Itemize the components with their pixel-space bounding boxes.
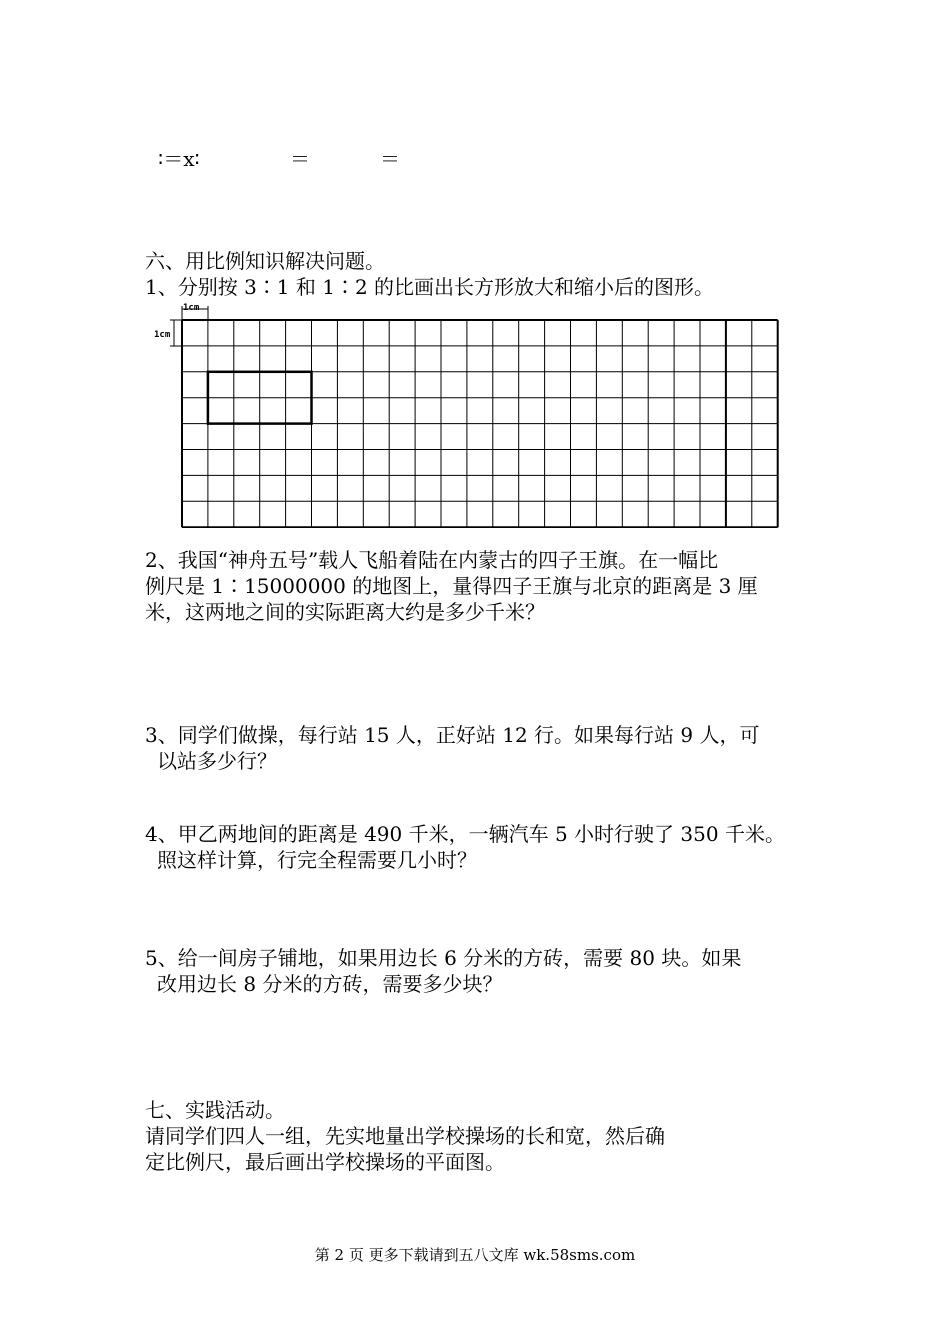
question-5-line-1: 5、给一间房子铺地，如果用边长 6 分米的方砖，需要 80 块。如果	[145, 946, 742, 970]
page-footer: 第 2 页 更多下载请到五八文库 wk.58sms.com	[314, 1246, 636, 1264]
question-2-line-2: 例尺是 1∶15000000 的地图上，量得四子王旗与北京的距离是 3 厘	[145, 574, 758, 598]
section-7-line-2: 定比例尺，最后画出学校操场的平面图。	[145, 1150, 505, 1174]
section-6-title: 六、用比例知识解决问题。	[145, 249, 385, 273]
unit-label-top: 1cm	[183, 303, 200, 313]
question-3-line-2: 以站多少行？	[157, 749, 277, 773]
question-4-line-2: 照这样计算，行完全程需要几小时？	[157, 848, 477, 872]
question-3-line-1: 3、同学们做操，每行站 15 人，正好站 12 行。如果每行站 9 人，可	[145, 723, 760, 747]
question-5-line-2: 改用边长 8 分米的方砖，需要多少块？	[157, 972, 503, 996]
equation-part-1: ∶＝x∶	[158, 147, 200, 171]
equation-part-2: ＝	[290, 147, 310, 171]
section-7-line-1: 请同学们四人一组，先实地量出学校操场的长和宽，然后确	[145, 1124, 665, 1148]
question-4-line-1: 4、甲乙两地间的距离是 490 千米，一辆汽车 5 小时行驶了 350 千米。	[145, 822, 785, 846]
square-grid	[150, 298, 790, 528]
section-7-title: 七、实践活动。	[145, 1098, 285, 1122]
question-2-line-1: 2、我国“神舟五号”载人飞船着陆在内蒙古的四子王旗。在一幅比	[145, 548, 719, 572]
unit-label-left: 1cm	[154, 330, 171, 340]
equation-part-3: ＝	[380, 147, 400, 171]
question-1: 1、分别按 3∶1 和 1∶2 的比画出长方形放大和缩小后的图形。	[145, 275, 715, 299]
question-2-line-3: 米，这两地之间的实际距离大约是多少千米？	[145, 600, 545, 624]
